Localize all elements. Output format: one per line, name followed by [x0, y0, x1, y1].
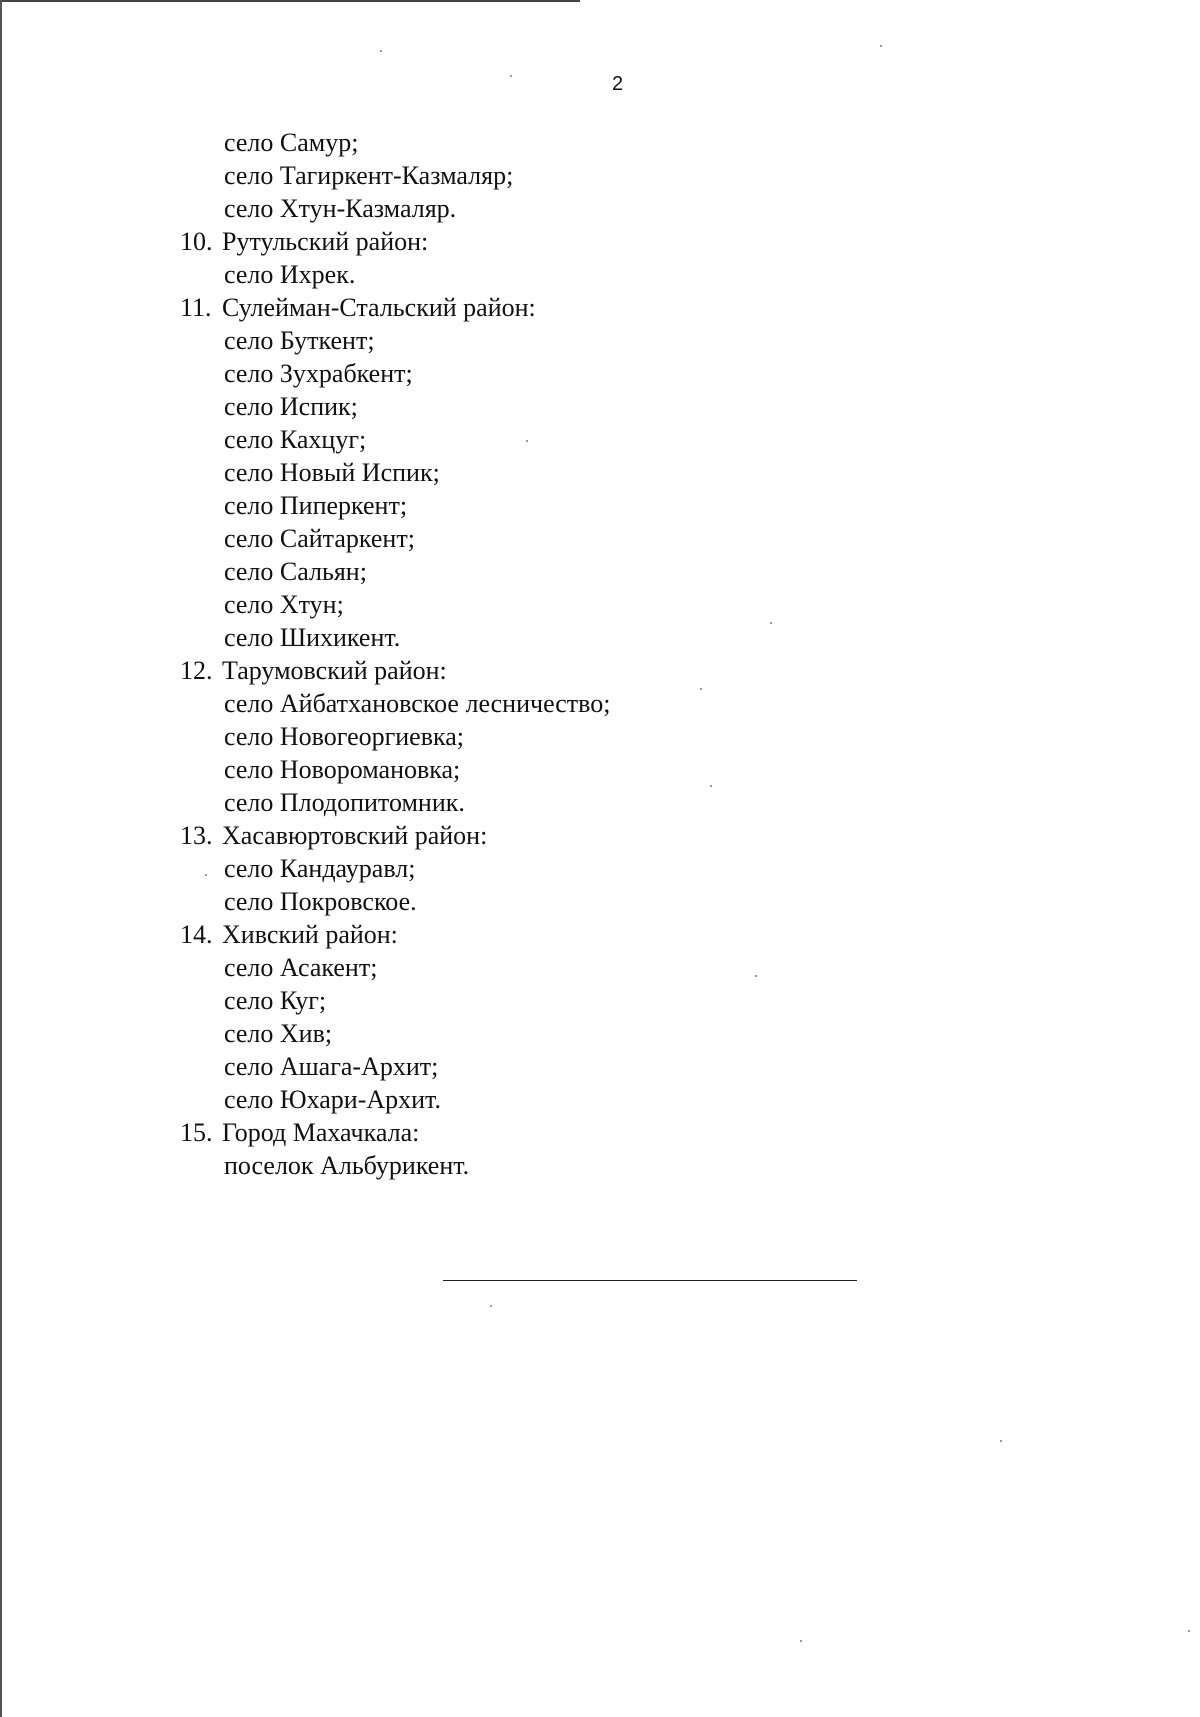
settlement-name: село Испик;	[224, 392, 358, 421]
district-name: Хивский район:	[222, 920, 398, 949]
district-heading	[0, 225, 1200, 258]
settlement-name: село Сальян;	[224, 557, 367, 586]
scan-speck	[880, 45, 882, 47]
settlement-name: село Зухрабкент;	[224, 359, 413, 388]
settlement-item	[0, 621, 1200, 654]
district-heading	[0, 654, 1200, 687]
scan-speck	[800, 1640, 802, 1642]
settlement-name: село Новый Испик;	[224, 458, 440, 487]
settlement-name: село Пиперкент;	[224, 491, 408, 520]
settlement-name: село Покровское.	[224, 887, 417, 916]
settlement-item	[0, 159, 1200, 192]
district-name: Хасавюртовский район:	[222, 821, 488, 850]
district-heading	[0, 918, 1200, 951]
settlement-name: село Хтун;	[224, 590, 344, 619]
settlement-item	[0, 126, 1200, 159]
settlement-name: село Плодопитомник.	[224, 788, 465, 817]
list-number: 11.	[180, 293, 212, 322]
settlement-item	[0, 786, 1200, 819]
list-number: 15.	[180, 1118, 213, 1147]
settlement-item	[0, 687, 1200, 720]
settlement-name: село Шихикент.	[224, 623, 401, 652]
settlement-name: село Ашага-Архит;	[224, 1052, 439, 1081]
settlement-item	[0, 885, 1200, 918]
list-number: 10.	[180, 227, 213, 256]
settlement-item	[0, 258, 1200, 291]
settlement-item	[0, 720, 1200, 753]
district-heading	[0, 1116, 1200, 1149]
district-name: Город Махачкала:	[222, 1118, 420, 1147]
settlement-item	[0, 390, 1200, 423]
settlement-name: село Тагиркент-Казмаляр;	[224, 161, 514, 190]
district-name: Тарумовский район:	[222, 656, 447, 685]
settlement-item	[0, 522, 1200, 555]
settlement-item	[0, 753, 1200, 786]
scan-speck	[1188, 1630, 1190, 1632]
settlement-name: село Ихрек.	[224, 260, 356, 289]
settlement-name: село Новогеоргиевка;	[224, 722, 465, 751]
list-number: 13.	[180, 821, 213, 850]
settlement-name: поселок Альбурикент.	[224, 1151, 470, 1180]
settlement-item	[0, 588, 1200, 621]
settlement-item	[0, 192, 1200, 225]
district-heading	[0, 819, 1200, 852]
district-heading	[0, 291, 1200, 324]
settlement-name: село Хтун-Казмаляр.	[224, 194, 457, 223]
settlement-list	[0, 126, 1200, 1182]
settlement-name: село Буткент;	[224, 326, 375, 355]
scan-speck	[490, 1305, 492, 1307]
list-number: 14.	[180, 920, 213, 949]
settlement-item	[0, 555, 1200, 588]
settlement-name: село Кандауравл;	[224, 854, 416, 883]
district-name: Рутульский район:	[222, 227, 429, 256]
scan-edge-top	[0, 0, 580, 2]
settlement-item	[0, 423, 1200, 456]
settlement-item	[0, 324, 1200, 357]
settlement-name: село Самур;	[224, 128, 359, 157]
settlement-name: село Сайтаркент;	[224, 524, 415, 553]
settlement-name: село Асакент;	[224, 953, 378, 982]
page-number: 2	[612, 73, 624, 95]
settlement-name: село Юхари-Архит.	[224, 1085, 441, 1114]
settlement-item	[0, 1017, 1200, 1050]
district-name: Сулейман-Стальский район:	[222, 293, 536, 322]
settlement-item	[0, 489, 1200, 522]
list-number: 12.	[180, 656, 213, 685]
settlement-item	[0, 357, 1200, 390]
settlement-item	[0, 1083, 1200, 1116]
closing-rule	[443, 1280, 857, 1281]
settlement-name: село Кахцуг;	[224, 425, 367, 454]
scan-speck	[380, 50, 382, 52]
settlement-item	[0, 984, 1200, 1017]
scan-speck	[1000, 1440, 1002, 1442]
settlement-name: село Хив;	[224, 1019, 333, 1048]
settlement-item	[0, 1050, 1200, 1083]
scan-speck	[510, 75, 512, 77]
settlement-name: село Новоромановка;	[224, 755, 461, 784]
settlement-name: село Айбатхановское лесничество;	[224, 689, 611, 718]
settlement-item	[0, 1149, 1200, 1182]
settlement-item	[0, 951, 1200, 984]
settlement-item	[0, 456, 1200, 489]
settlement-name: село Куг;	[224, 986, 327, 1015]
settlement-item	[0, 852, 1200, 885]
